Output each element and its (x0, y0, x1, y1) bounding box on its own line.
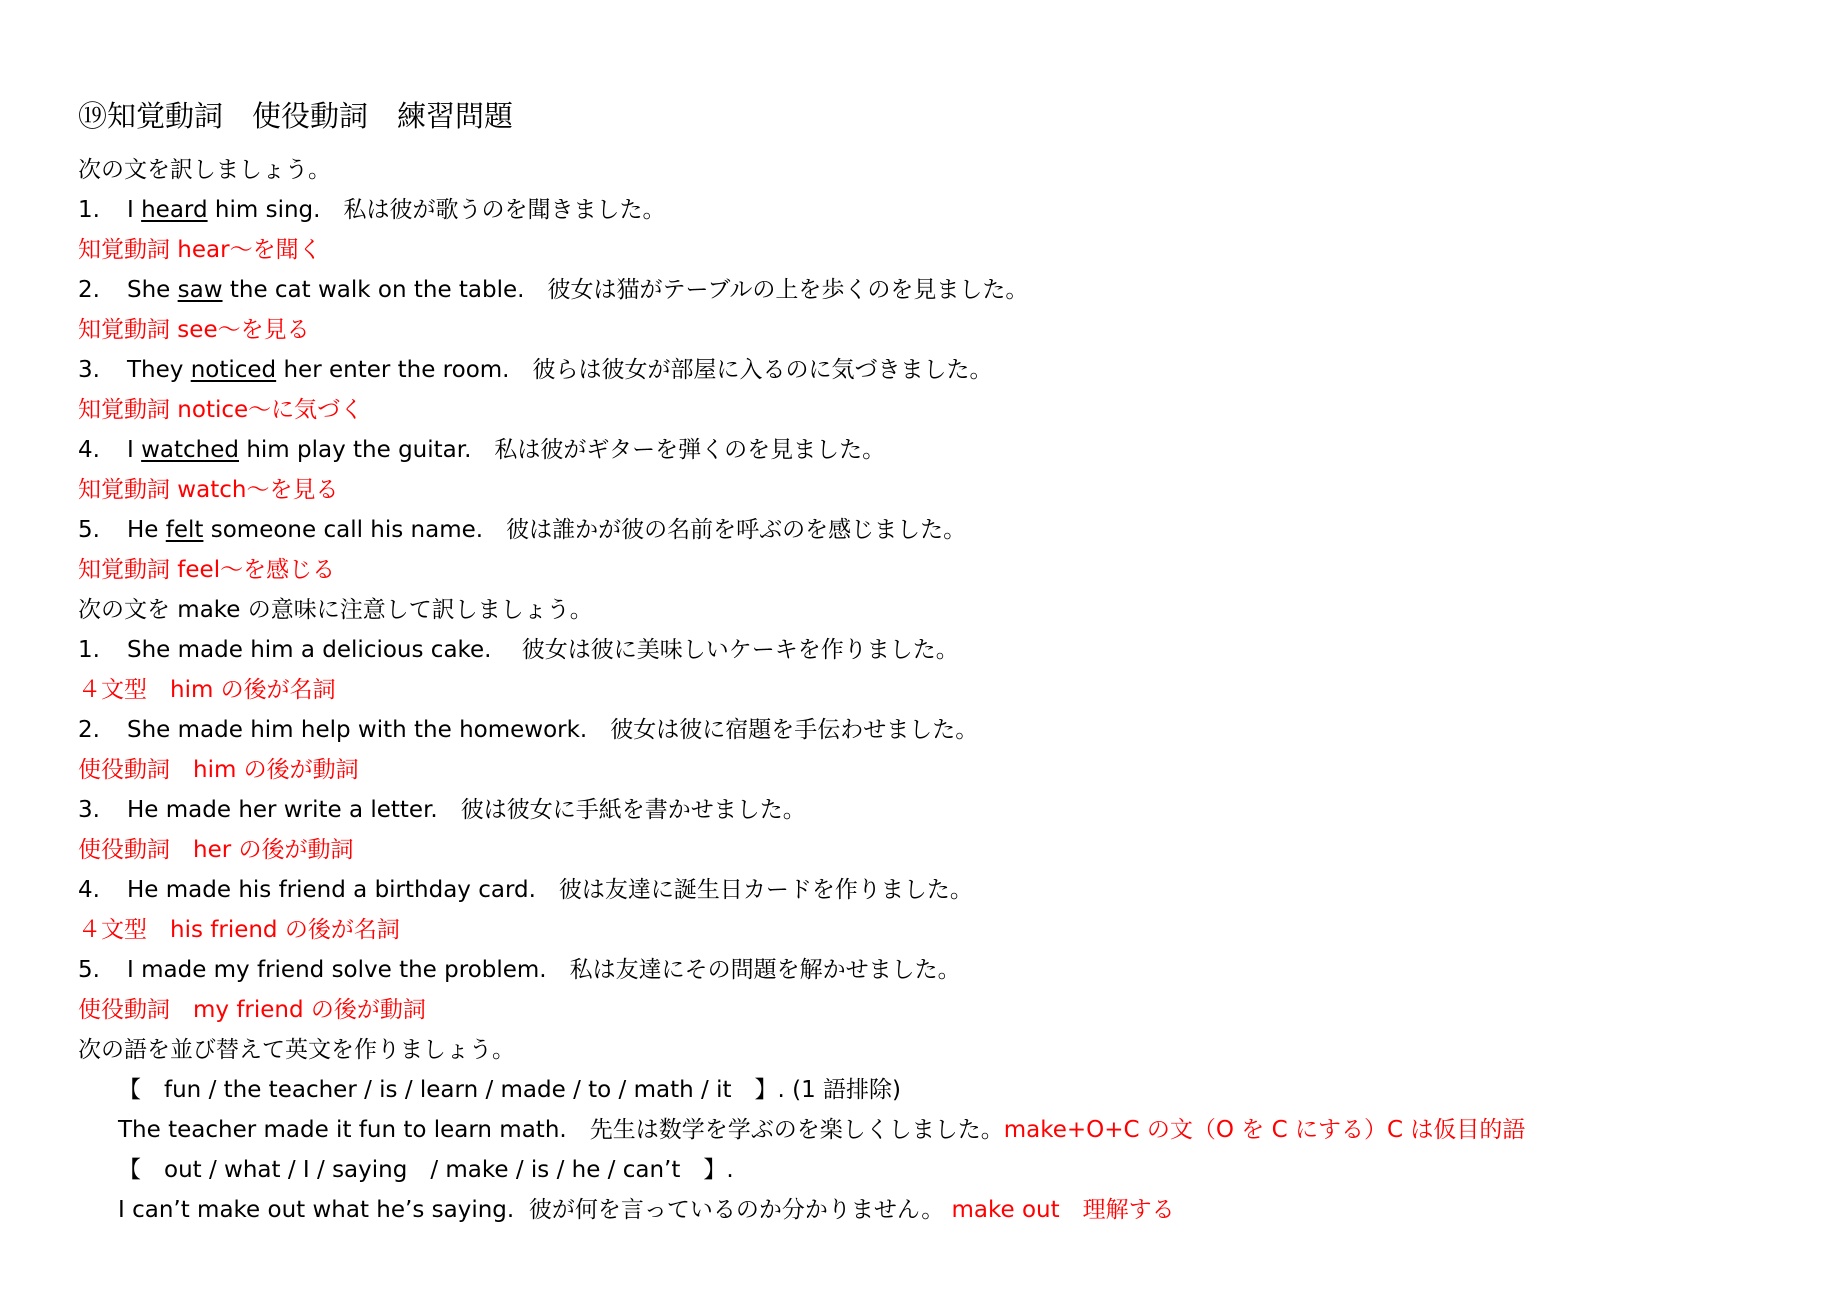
s1-item-2 (78, 270, 1801, 310)
s2-answer-note-5: 使役動詞 my friend の後が動詞 (78, 997, 426, 1023)
item-number: 1. (78, 197, 100, 223)
answer-note: make+O+C の文（O を C にする）C は仮目的語 (1003, 1117, 1526, 1143)
section2-instruction: 次の文を make の意味に注意して訳しましょう。 (78, 597, 593, 623)
s1-item-1 (78, 190, 1801, 230)
underlined-verb: watched (141, 437, 240, 463)
item-text: He made his friend a birthday card. 彼は友達に誕生日カードを作りました。 (127, 877, 973, 903)
s3-answer-1 (78, 1110, 1801, 1150)
answer-text: I can’t make out what he’s saying. 彼が何を言っているのか分かりません。 (118, 1197, 952, 1223)
item-number: 5. (78, 957, 100, 983)
item-text: She made him a delicious cake. 彼女は彼に美味しいケーキを作りました。 (127, 637, 959, 663)
s1-answer-note-3: 知覚動詞 notice～に気づく (78, 397, 364, 423)
s2-answer-note-1: ４文型 him の後が名詞 (78, 677, 336, 703)
item-text: She made him help with the homework. 彼女は彼に宿題を手伝わせました。 (127, 717, 979, 743)
answer-text: The teacher made it fun to learn math. 先生は数学を学ぶのを楽しくしました。 (118, 1117, 1004, 1143)
underlined-verb: saw (177, 277, 223, 303)
item-number: 2. (78, 277, 100, 303)
s2-item-5 (78, 950, 1801, 990)
s1-item-4 (78, 430, 1801, 470)
item-number: 3. (78, 797, 100, 823)
s2-answer-note-2: 使役動詞 him の後が動詞 (78, 757, 359, 783)
underlined-verb: noticed (190, 357, 277, 383)
s2-item-4 (78, 870, 1801, 910)
section3-instruction: 次の語を並び替えて英文を作りましょう。 (78, 1037, 515, 1063)
s2-item-2 (78, 710, 1801, 750)
s1-answer-note-1: 知覚動詞 hear～を聞く (78, 237, 322, 263)
page-title: ⑲知覚動詞 使役動詞 練習問題 (78, 99, 514, 133)
s2-item-3 (78, 790, 1801, 830)
s2-answer-note-3: 使役動詞 her の後が動詞 (78, 837, 354, 863)
s1-answer-note-5: 知覚動詞 feel～を感じる (78, 557, 336, 583)
item-text-post: her enter the room. 彼らは彼女が部屋に入るのに気づきました。 (276, 357, 993, 383)
item-text: I made my friend solve the problem. 私は友達にその問題を解かせました。 (127, 957, 961, 983)
item-text: He made her write a letter. 彼は彼女に手紙を書かせました。 (127, 797, 806, 823)
s1-item-3 (78, 350, 1801, 390)
worksheet (78, 96, 1801, 1230)
underlined-verb: felt (165, 517, 204, 543)
s2-item-1 (78, 630, 1801, 670)
item-number: 5. (78, 517, 100, 543)
item-text-pre: He (127, 517, 166, 543)
item-number: 3. (78, 357, 100, 383)
underlined-verb: heard (141, 197, 208, 223)
s1-answer-note-4: 知覚動詞 watch～を見る (78, 477, 339, 503)
answer-note: make out 理解する (951, 1197, 1175, 1223)
item-number: 1. (78, 637, 100, 663)
item-text-pre: I (127, 437, 142, 463)
item-text-post: him sing. 私は彼が歌うのを聞きました。 (207, 197, 666, 223)
s3-prompt-2: 【 out / what / I / saying / make / is / he / can’t 】. (118, 1157, 734, 1183)
item-text-post: the cat walk on the table. 彼女は猫がテーブルの上を歩くのを見ました。 (222, 277, 1029, 303)
item-text-post: him play the guitar. 私は彼がギターを弾くのを見ました。 (239, 437, 886, 463)
item-text-post: someone call his name. 彼は誰かが彼の名前を呼ぶのを感じました。 (203, 517, 967, 543)
item-number: 4. (78, 877, 100, 903)
item-number: 2. (78, 717, 100, 743)
s1-item-5 (78, 510, 1801, 550)
s2-answer-note-4: ４文型 his friend の後が名詞 (78, 917, 400, 943)
item-number: 4. (78, 437, 100, 463)
s1-answer-note-2: 知覚動詞 see～を見る (78, 317, 310, 343)
section1-instruction: 次の文を訳しましょう。 (78, 157, 331, 183)
s3-answer-2 (78, 1190, 1801, 1230)
item-text-pre: They (127, 357, 191, 383)
item-text-pre: I (127, 197, 142, 223)
s3-prompt-1: 【 fun / the teacher / is / learn / made / to / math / it 】. (1 語排除) (118, 1077, 901, 1103)
item-text-pre: She (127, 277, 178, 303)
